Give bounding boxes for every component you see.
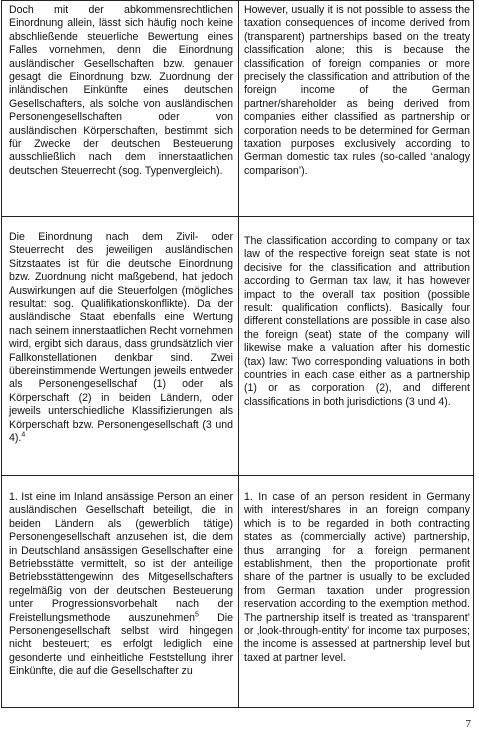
- footnote-marker-4: 4: [21, 431, 26, 439]
- german-paragraph-2-text: Die Einordnung nach dem Zivil- oder Steuerrecht des jeweiligen ausländischen Sitzstaates ist für die deutsche Einordnung bzw. Zuordnung nicht maßgebend, hat jedoch Auswirkungen auf die Steuerfolgen (mögliches resultat: sog. Qualifikationskonflikte). Da der ausländische Staat ebenfalls eine Wertung nach seinem innerstaatlichen Recht vornehmen wird, ergibt sich daraus, dass grundsätzlich vier Fallkonstellationen denkbar sind. Zwei übereinstimmende Wertungen jeweils entweder als Personengesellschaf (1) oder als Körperschaft (2) in beiden Ländern, oder jeweils unterschiedliche Klassifizierungen als Körperschaft bzw. Personengesellschaft (3 und 4).: [9, 231, 233, 445]
- translation-table: [1, 0, 474, 708]
- english-paragraph-3: 1. In case of an person resident in Germany with interest/shares in an foreign company which is to be regarded in both contracting states as (commercially active) partnership, thus arranging for a foreign permanent establishment, then the proportionate profit share of the partner is usually to be excluded from German taxation under progression reservation according to the exemption method. The partnership itself is treated as ‘transparent’ or ‚look-through-entity’ for income tax purposes; the income is assessed at partnership level but taxed at partner level.: [244, 491, 470, 664]
- german-paragraph-3: [9, 491, 233, 679]
- row-divider-2: [2, 475, 473, 476]
- footnote-marker-5: 5: [195, 611, 199, 619]
- german-paragraph-2: [9, 231, 233, 446]
- page-number: 7: [465, 718, 471, 730]
- german-paragraph-3-text-b: Die Personengesellschaft selbst wird hingegen nicht besteuert; es erfolgt lediglich eine gesonderte und einheitliche Feststellung ihrer Einkünfte, die auf die Gesellschafter zu: [9, 611, 233, 678]
- column-divider: [238, 1, 239, 707]
- english-paragraph-1: However, usually it is not possible to assess the taxation consequences of income derived from (transparent) partnerships based on the treaty classification alone; this is because the classification of foreign companies or more precisely the classification and attribution of the foreign income of the German partner/shareholder as being derived from companies either classified as partnership or corporation needs to be determined for German taxation purposes exclusively according to German domestic tax rules (so-called ‘analogy comparison’).: [244, 4, 470, 177]
- row-divider-1: [2, 216, 473, 217]
- english-paragraph-2: The classification according to company or tax law of the respective foreign seat state is not decisive for the classification and attribution according to German tax law, it has however impact to the overall tax position (possible result: qualification conflicts). Basically four different constellations are possible in case also the foreign (seat) state of the company will likewise make a valuation after his domestic (tax) law: Two corresponding valuations in both countries in each case either as a partnership (1) or as corporation (2), and different classifications in both jurisdictions (3 und 4).: [244, 235, 470, 408]
- german-paragraph-1: Doch mit der abkommensrechtlichen Einordnung allein, lässt sich häufig noch keine abschließende steuerliche Bewertung eines Falles vornehmen, denn die Einordnung ausländischer Gesellschaften bzw. genauer gesagt die Einordnung bzw. Zuordnung der inländischen Einkünfte eines deutschen Gesellschafters, als solche von ausländischen Personengesellschaften oder von ausländischen Körperschaften, bestimmt sich für Zwecke der deutschen Besteuerung ausschließlich nach dem innerstaatlichen deutschen Steuerrecht (sog. Typenvergleich).: [9, 4, 233, 177]
- german-paragraph-3-text-a: 1. Ist eine im Inland ansässige Person an einer ausländischen Gesellschaft beteiligt, die in beiden Ländern als (gewerblich tätige) Personengesellschaft anzusehen ist, die dem in Deutschland ansässigen Gesellschafter eine Betriebsstätte vermittelt, so ist der anteilige Betriebsstättengewinn des Mitgesellschafters regelmäßig von der deutschen Besteuerung unter Progressionsvorbehalt nach der Freistellungsmethode auszunehmen: [9, 491, 233, 624]
